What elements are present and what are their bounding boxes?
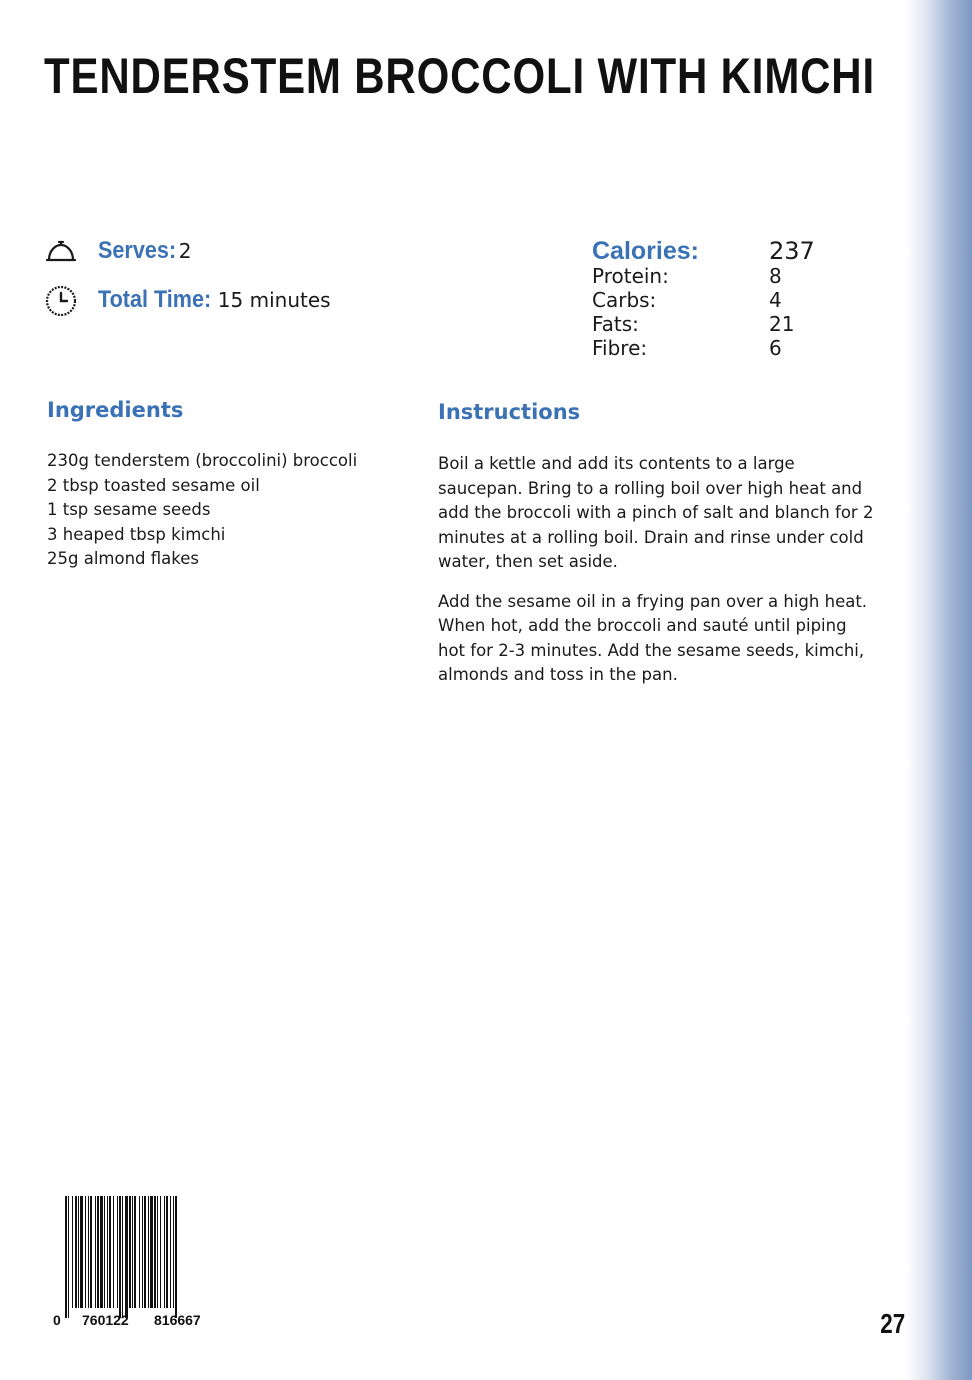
barcode-bar	[107, 1196, 108, 1308]
barcode-bar	[142, 1196, 143, 1308]
total-time-row	[44, 283, 331, 317]
barcode-bar	[80, 1196, 83, 1308]
barcode-bar	[78, 1196, 79, 1308]
barcode	[50, 1196, 234, 1332]
barcode-bar	[157, 1196, 158, 1308]
barcode-bar	[154, 1196, 156, 1308]
nutrition-value: 6	[769, 336, 782, 360]
barcode-bar	[95, 1196, 96, 1308]
ingredient-item: 230g tenderstem (broccolini) broccoli	[47, 451, 358, 470]
barcode-bar	[132, 1196, 133, 1308]
barcode-bar	[173, 1196, 174, 1308]
instruction-paragraph: Boil a kettle and add its contents to a large saucepan. Bring to a rolling boil over high heat and add the broccoli with a pinch of salt and blanch for 2 minutes at a rolling boil. Drain and rinse under cold water, then set aside.	[438, 454, 874, 571]
barcode-bar	[88, 1196, 89, 1308]
ingredient-item: 25g almond flakes	[47, 549, 199, 569]
ingredients-heading: Ingredients	[47, 398, 184, 422]
nutrition-row-calories	[592, 236, 852, 266]
barcode-bar	[68, 1196, 69, 1318]
nutrition-label: Fats:	[592, 312, 639, 336]
barcode-left-digits: 760122	[82, 1312, 129, 1328]
barcode-bar	[90, 1196, 92, 1308]
nutrition-label: Carbs:	[592, 288, 657, 312]
barcode-bar	[119, 1196, 121, 1318]
clock-icon	[44, 283, 78, 317]
total-time-value: 15 minutes	[217, 288, 331, 312]
nutrition-label: Protein:	[592, 264, 669, 288]
nutrition-table	[592, 236, 852, 360]
nutrition-row-fats	[592, 312, 852, 336]
page-edge-band	[906, 0, 972, 1380]
serves-value: 2	[178, 239, 192, 263]
barcode-bar	[144, 1196, 146, 1308]
barcode-bar	[109, 1196, 111, 1308]
barcode-bar	[72, 1196, 73, 1308]
recipe-title: TENDERSTEM BROCCOLI WITH KIMCHI	[44, 48, 875, 104]
cloche-icon	[44, 234, 78, 268]
barcode-bar	[139, 1196, 140, 1308]
calories-value: 237	[769, 237, 815, 265]
barcode-bar	[166, 1196, 168, 1308]
nutrition-value: 21	[769, 312, 795, 336]
instructions-body	[438, 452, 878, 703]
serves-row	[44, 234, 191, 268]
barcode-bar	[125, 1196, 128, 1318]
barcode-bar	[164, 1196, 165, 1308]
barcode-bar	[160, 1196, 161, 1308]
nutrition-value: 8	[769, 264, 782, 288]
nutrition-value: 4	[769, 288, 782, 312]
page-number: 27	[880, 1308, 905, 1339]
barcode-bar	[113, 1196, 114, 1308]
total-time-label: Total Time:	[98, 286, 212, 313]
ingredient-item: 3 heaped tbsp kimchi	[47, 524, 226, 544]
barcode-bar	[170, 1196, 171, 1308]
barcode-bar	[150, 1196, 153, 1308]
barcode-bar	[117, 1196, 118, 1308]
ingredients-list	[47, 449, 357, 572]
barcode-bar	[85, 1196, 86, 1308]
nutrition-row-protein	[592, 264, 852, 288]
instructions-heading: Instructions	[438, 400, 581, 424]
barcode-bar	[122, 1196, 123, 1318]
serves-label: Serves:	[98, 237, 177, 264]
barcode-bar	[148, 1196, 149, 1308]
barcode-bar	[97, 1196, 99, 1308]
barcode-bar	[129, 1196, 131, 1308]
calories-label: Calories:	[592, 236, 699, 265]
barcode-bar	[104, 1196, 105, 1308]
barcode-lead-digit: 0	[53, 1312, 61, 1328]
barcode-bars	[65, 1196, 177, 1318]
barcode-bar	[65, 1196, 67, 1318]
ingredient-item: 1 tsp sesame seeds	[47, 500, 211, 520]
nutrition-label: Fibre:	[592, 336, 648, 360]
ingredient-item: 2 tbsp toasted sesame oil	[47, 475, 260, 495]
instruction-paragraph: Add the sesame oil in a frying pan over a high heat. When hot, add the broccoli and sauté until piping hot for 2-3 minutes. Add the sesame seeds, kimchi, almonds and toss in the pan.	[438, 591, 868, 684]
barcode-right-digits: 816667	[154, 1312, 201, 1328]
barcode-bar	[134, 1196, 136, 1308]
barcode-bar	[175, 1196, 177, 1318]
nutrition-row-fibre	[592, 336, 852, 360]
barcode-bar	[100, 1196, 103, 1308]
nutrition-row-carbs	[592, 288, 852, 312]
barcode-bar	[75, 1196, 77, 1308]
